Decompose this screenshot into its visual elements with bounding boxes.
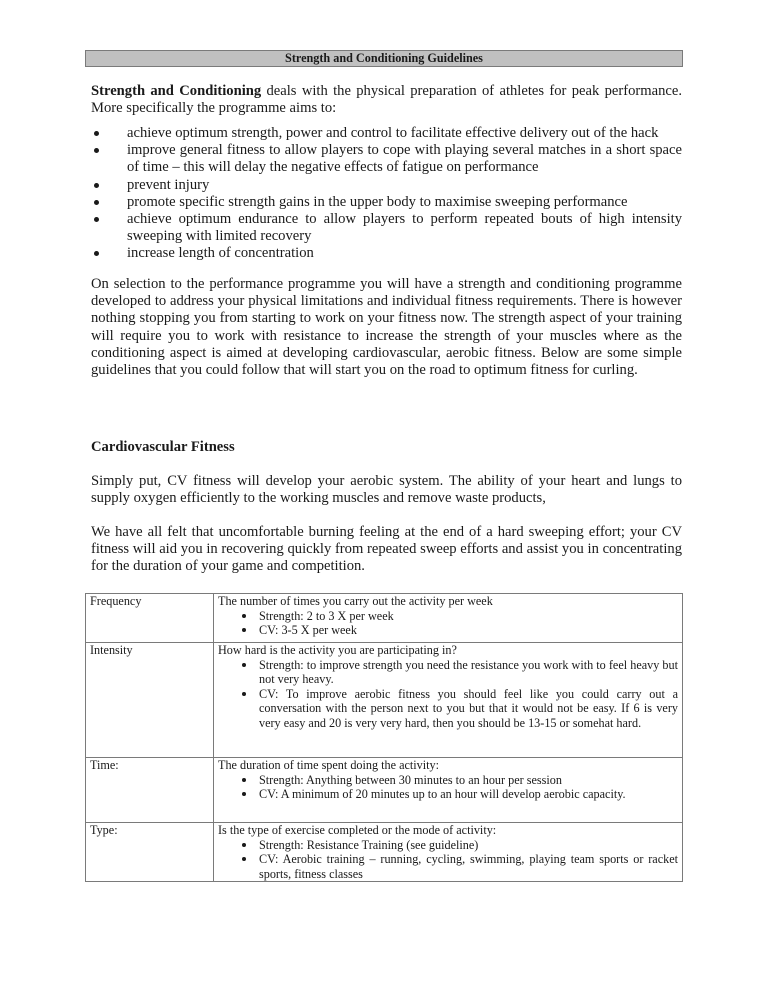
row-points [218,658,678,731]
bullet-icon [242,792,246,796]
row-label: Type: [86,823,214,882]
bullet-icon [242,692,246,696]
row-points [218,609,678,638]
document-title: Strength and Conditioning Guidelines [85,50,683,67]
fitt-table [85,593,683,882]
cv-heading: Cardiovascular Fitness [91,439,235,455]
row-point: CV: 3-5 X per week [218,623,678,638]
row-label: Frequency [86,594,214,643]
row-point: Strength: to improve strength you need the resistance you work with to feel heavy but not very heavy. [218,658,678,687]
row-points [218,838,678,882]
row-points [218,773,678,802]
row-point: Strength: Resistance Training (see guideline) [218,838,678,853]
bullet-icon [94,251,99,256]
bullet-icon [242,778,246,782]
bullet-icon [94,148,99,153]
bullet-icon [94,200,99,205]
row-description: The duration of time spent doing the activity: Strength: Anything between 30 minutes to an hour per session CV: A minimum of 20 minutes up to an hour will develop aerobic capacity. [214,758,683,823]
row-description: Is the type of exercise completed or the mode of activity: Strength: Resistance Training (see guideline) CV: Aerobic training – running, cycling, swimming, playing team sports or racket sports, fitness classes [214,823,683,882]
row-point: CV: To improve aerobic fitness you should feel like you could carry out a conversation with the person next to you but that it would not be easy. If 6 is very very easy and 20 is very very hard, then you should be 13-15 or somehat hard. [218,687,678,731]
row-point: CV: Aerobic training – running, cycling, swimming, playing team sports or racket sports, fitness classes [218,852,678,881]
bullet-icon [242,857,246,861]
bullet-icon [94,131,99,136]
aims-list [91,125,682,263]
bullet-icon [242,628,246,632]
table-row-time [86,758,683,823]
table-row-intensity [86,643,683,758]
table-row-type [86,823,683,882]
aims-list-item: achieve optimum strength, power and control to facilitate effective delivery out of the hack [91,125,682,142]
bullet-icon [242,663,246,667]
row-label: Time: [86,758,214,823]
intro-text: deals with the physical preparation of athletes for peak performance. More specifically the programme aims to: [91,83,682,117]
row-point: Strength: 2 to 3 X per week [218,609,678,624]
intro-paragraph [91,83,682,117]
row-label: Intensity [86,643,214,758]
row-description: How hard is the activity you are participating in? Strength: to improve strength you need the resistance you work with to feel heavy but not very heavy. CV: To improve aerobic fitness you should feel like you could carry out a conversation with the person next to you but that it would not be easy. If 6 is very very easy and 20 is very very hard, then you should be 13-15 or somehat hard. [214,643,683,758]
row-point: CV: A minimum of 20 minutes up to an hour will develop aerobic capacity. [218,787,678,802]
aims-list-item: prevent injury [91,177,682,194]
bullet-icon [94,183,99,188]
bullet-icon [242,614,246,618]
cv-paragraph-1: Simply put, CV fitness will develop your aerobic system. The ability of your heart and lungs to supply oxygen efficiently to the working muscles and remove waste products, [91,473,682,507]
aims-list-item: increase length of concentration [91,245,682,262]
aims-list-item: achieve optimum endurance to allow players to perform repeated bouts of high intensity sweeping with limited recovery [91,211,682,245]
selection-paragraph: On selection to the performance programme you will have a strength and conditioning programme developed to address your physical limitations and individual fitness requirements. There is however nothing stopping you from starting to work on your fitness now. The strength aspect of your training will require you to work with resistance to increase the strength of your muscles where as the conditioning aspect is aimed at developing cardiovascular, aerobic fitness. Below are some simple guidelines that you could follow that will start you on the road to optimum fitness for curling. [91,276,682,379]
aims-list-item: improve general fitness to allow players to cope with playing several matches in a short space of time – this will delay the negative effects of fatigue on performance [91,142,682,176]
table-row-frequency [86,594,683,643]
aims-list-item: promote specific strength gains in the upper body to maximise sweeping performance [91,194,682,211]
row-point: Strength: Anything between 30 minutes to an hour per session [218,773,678,788]
intro-bold-lead: Strength and Conditioning [91,83,262,99]
row-description: The number of times you carry out the activity per week Strength: 2 to 3 X per week CV: 3-5 X per week [214,594,683,643]
cv-paragraph-2: We have all felt that uncomfortable burning feeling at the end of a hard sweeping effort; your CV fitness will aid you in recovering quickly from repeated sweep efforts and assist you in concentrating for the duration of your game and competition. [91,524,682,575]
bullet-icon [94,217,99,222]
bullet-icon [242,843,246,847]
